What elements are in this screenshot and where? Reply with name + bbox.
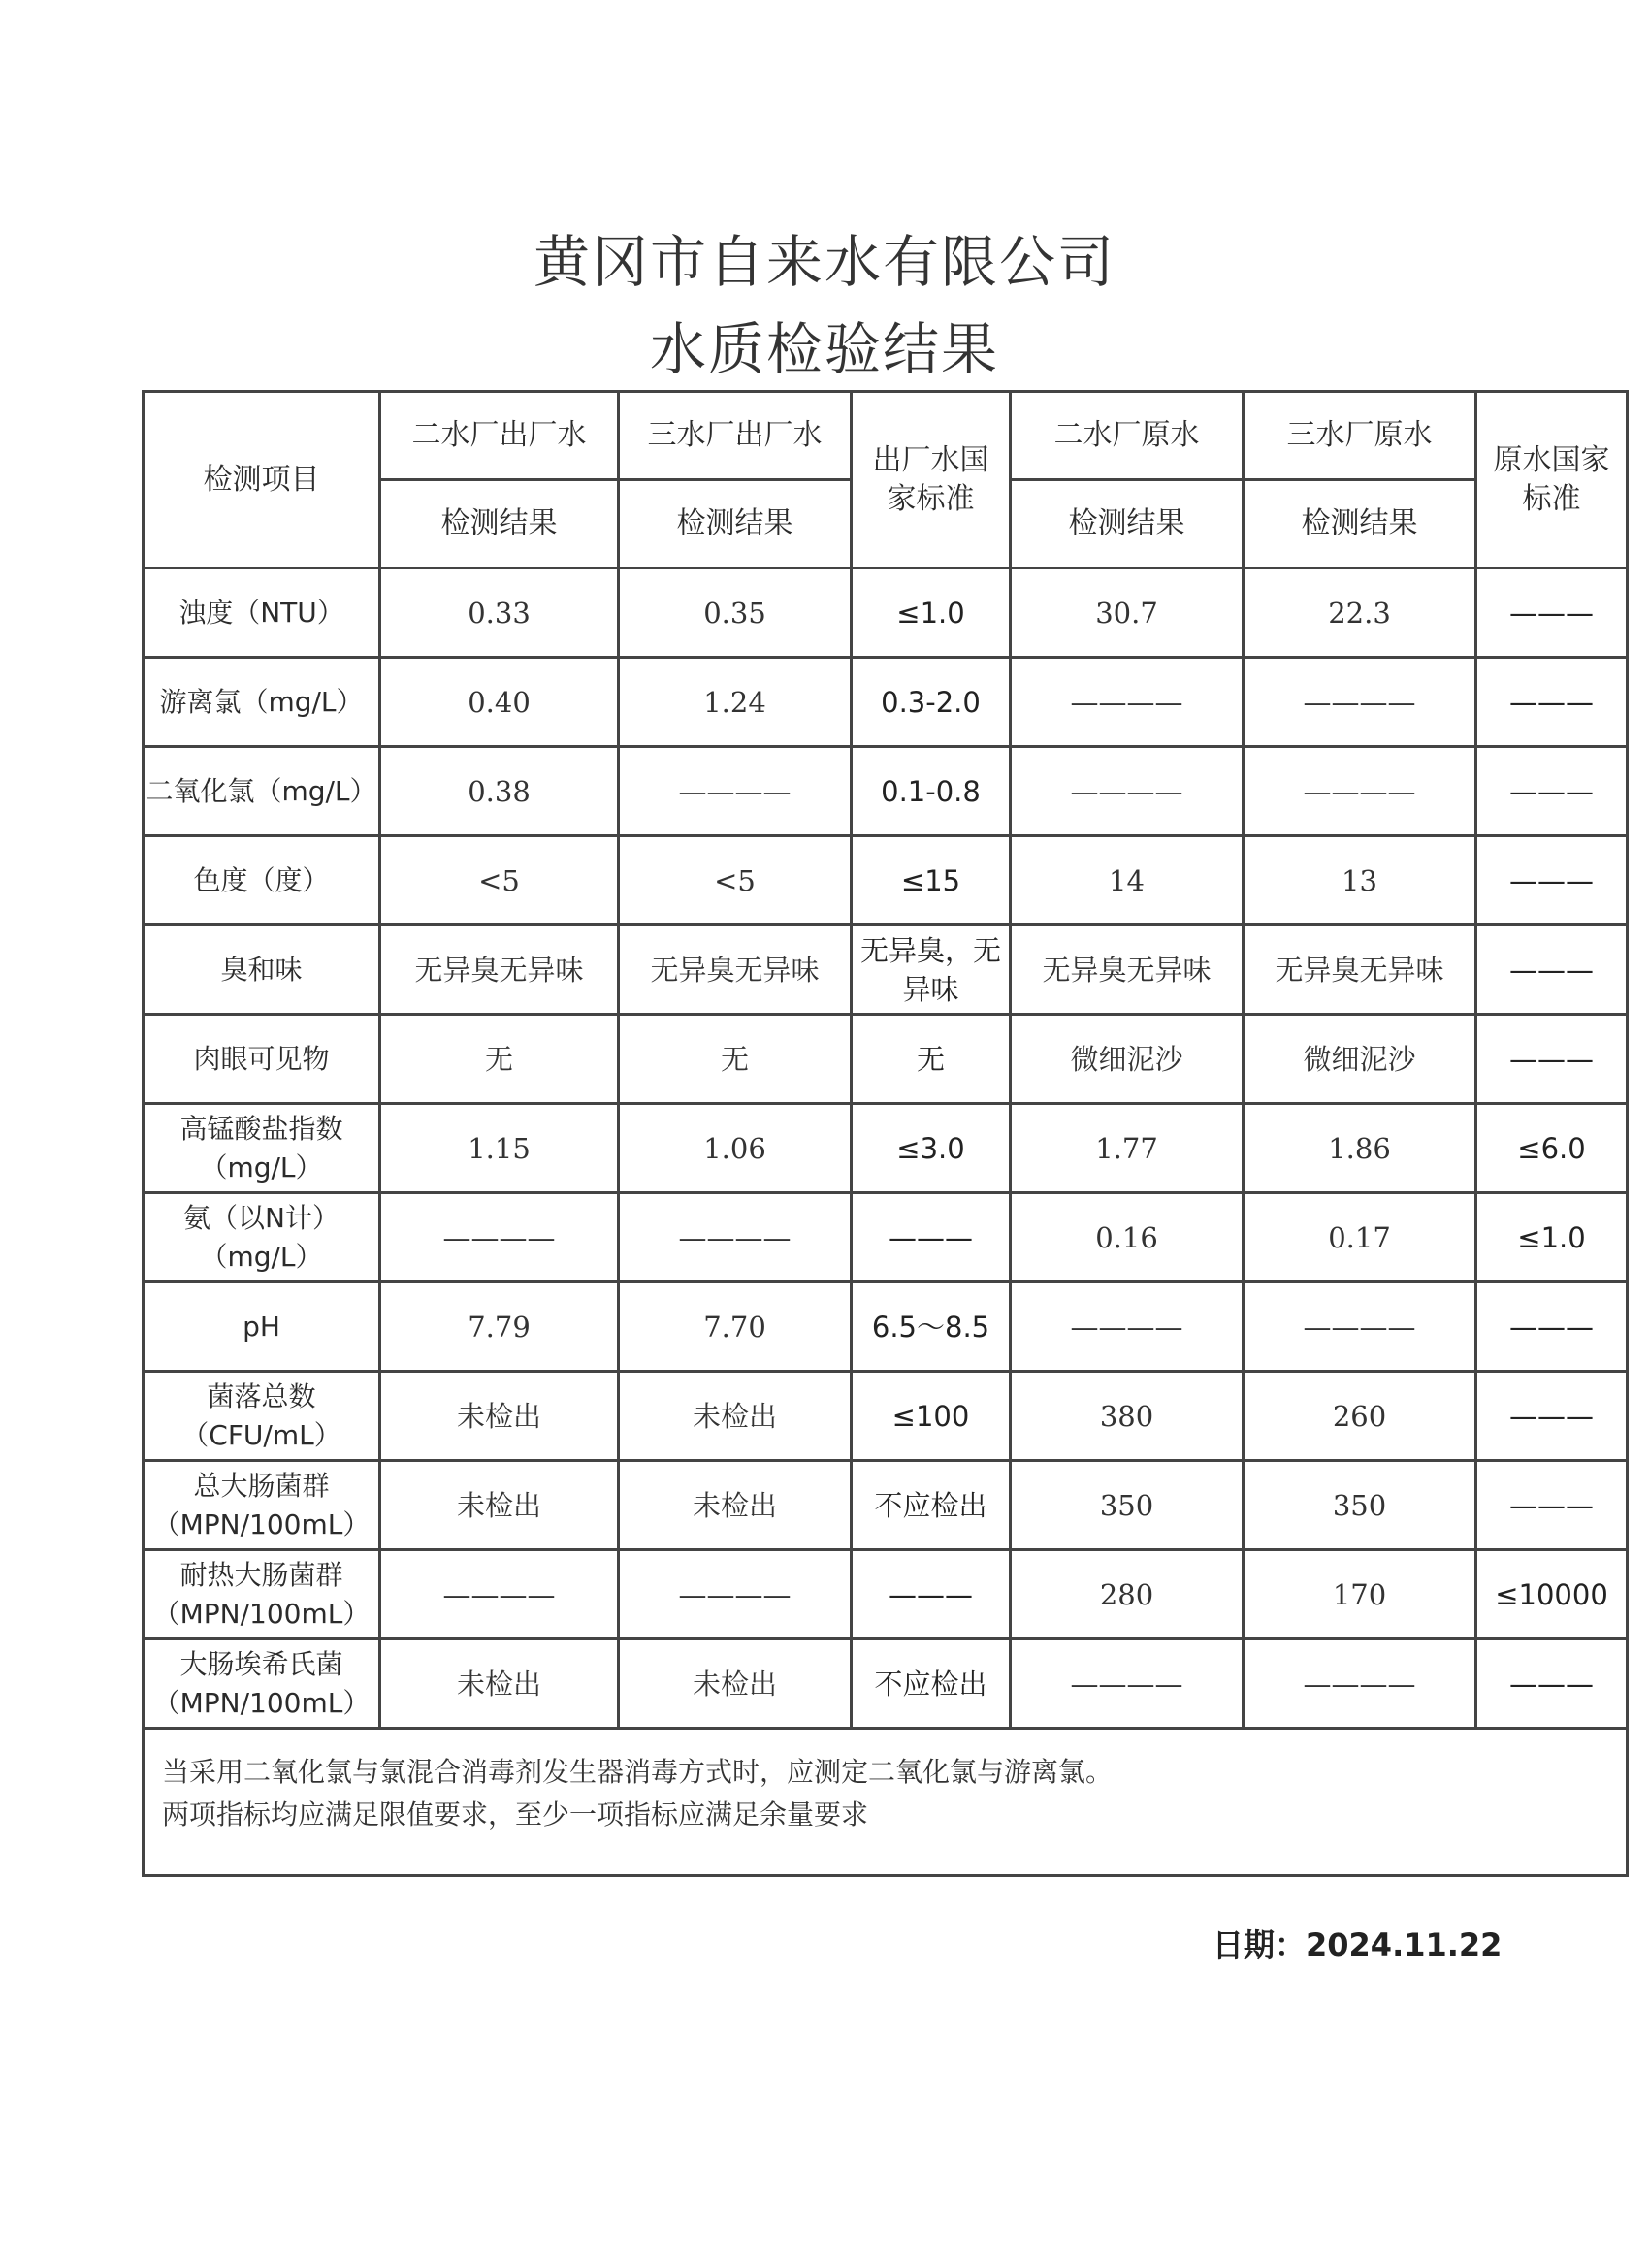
cell-plant2-raw: 350 (1011, 1461, 1244, 1550)
cell-out-standard: 0.3-2.0 (852, 658, 1011, 747)
cell-plant3-out: 无异臭无异味 (619, 925, 852, 1015)
table-row (144, 1015, 1628, 1104)
cell-plant3-out: 0.35 (619, 568, 852, 658)
cell-out-standard: ——— (852, 1550, 1011, 1639)
cell-plant3-raw: 无异臭无异味 (1244, 925, 1476, 1015)
cell-plant3-raw: 0.17 (1244, 1193, 1476, 1282)
header-plant3-raw: 三水厂原水 (1244, 392, 1476, 480)
cell-out-standard: ≤1.0 (852, 568, 1011, 658)
cell-plant2-raw: 无异臭无异味 (1011, 925, 1244, 1015)
cell-plant3-out: 未检出 (619, 1372, 852, 1461)
cell-out-standard: 无异臭，无异味 (852, 925, 1011, 1015)
table-row (144, 1104, 1628, 1193)
cell-plant3-out: 1.24 (619, 658, 852, 747)
cell-item: 二氧化氯（mg/L） (144, 747, 380, 836)
cell-raw-standard: ——— (1476, 1639, 1628, 1729)
cell-plant2-raw: ———— (1011, 747, 1244, 836)
cell-item: 游离氯（mg/L） (144, 658, 380, 747)
cell-item: pH (144, 1282, 380, 1372)
cell-plant2-out: <5 (380, 836, 619, 925)
cell-plant3-raw: 13 (1244, 836, 1476, 925)
cell-item: 氨（以N计）（mg/L） (144, 1193, 380, 1282)
cell-raw-standard: ≤6.0 (1476, 1104, 1628, 1193)
header-plant2-out: 二水厂出厂水 (380, 392, 619, 480)
cell-item: 色度（度） (144, 836, 380, 925)
table-row (144, 1193, 1628, 1282)
cell-item: 臭和味 (144, 925, 380, 1015)
header-raw-standard: 原水国家标准 (1476, 392, 1628, 568)
cell-plant2-raw: ———— (1011, 1639, 1244, 1729)
cell-raw-standard: ——— (1476, 658, 1628, 747)
cell-plant3-raw: ———— (1244, 658, 1476, 747)
cell-raw-standard: ——— (1476, 925, 1628, 1015)
cell-raw-standard: ——— (1476, 836, 1628, 925)
cell-plant3-out: 未检出 (619, 1461, 852, 1550)
cell-plant2-raw: 280 (1011, 1550, 1244, 1639)
cell-plant2-raw: ———— (1011, 658, 1244, 747)
cell-plant2-raw: 30.7 (1011, 568, 1244, 658)
cell-plant2-out: 0.38 (380, 747, 619, 836)
cell-plant3-out: ———— (619, 1193, 852, 1282)
cell-plant3-raw: 260 (1244, 1372, 1476, 1461)
cell-plant2-raw: 0.16 (1011, 1193, 1244, 1282)
cell-raw-standard: ——— (1476, 747, 1628, 836)
cell-plant2-raw: 380 (1011, 1372, 1244, 1461)
header-plant3-out: 三水厂出厂水 (619, 392, 852, 480)
cell-plant2-raw: 14 (1011, 836, 1244, 925)
cell-out-standard: 0.1-0.8 (852, 747, 1011, 836)
table-row (144, 747, 1628, 836)
table-row (144, 1639, 1628, 1729)
cell-out-standard: ≤15 (852, 836, 1011, 925)
cell-plant3-raw: ———— (1244, 747, 1476, 836)
cell-plant2-out: ———— (380, 1550, 619, 1639)
cell-plant2-raw: 1.77 (1011, 1104, 1244, 1193)
cell-item: 高锰酸盐指数（mg/L） (144, 1104, 380, 1193)
cell-raw-standard: ——— (1476, 1015, 1628, 1104)
cell-plant3-out: 7.70 (619, 1282, 852, 1372)
cell-plant3-raw: 1.86 (1244, 1104, 1476, 1193)
note-cell (144, 1729, 1628, 1876)
note-row (144, 1729, 1628, 1876)
cell-plant2-out: 0.33 (380, 568, 619, 658)
cell-item: 浊度（NTU） (144, 568, 380, 658)
cell-item: 大肠埃希氏菌（MPN/100mL） (144, 1639, 380, 1729)
subheader-result: 检测结果 (1011, 480, 1244, 568)
cell-raw-standard: ≤10000 (1476, 1550, 1628, 1639)
table-row (144, 1372, 1628, 1461)
cell-plant2-out: ———— (380, 1193, 619, 1282)
table-row (144, 1282, 1628, 1372)
cell-plant3-raw: 170 (1244, 1550, 1476, 1639)
cell-raw-standard: ≤1.0 (1476, 1193, 1628, 1282)
cell-out-standard: 无 (852, 1015, 1011, 1104)
water-quality-table (142, 390, 1629, 1877)
cell-plant2-raw: 微细泥沙 (1011, 1015, 1244, 1104)
cell-plant2-out: 7.79 (380, 1282, 619, 1372)
cell-item: 菌落总数（CFU/mL） (144, 1372, 380, 1461)
cell-plant3-raw: 350 (1244, 1461, 1476, 1550)
cell-item: 耐热大肠菌群（MPN/100mL） (144, 1550, 380, 1639)
subheader-result: 检测结果 (619, 480, 852, 568)
cell-plant3-raw: ———— (1244, 1282, 1476, 1372)
table-row (144, 1461, 1628, 1550)
cell-plant2-out: 未检出 (380, 1372, 619, 1461)
cell-plant3-out: ———— (619, 747, 852, 836)
cell-plant3-out: 1.06 (619, 1104, 852, 1193)
cell-plant2-out: 未检出 (380, 1639, 619, 1729)
table-row (144, 568, 1628, 658)
table-row (144, 925, 1628, 1015)
cell-plant3-raw: 微细泥沙 (1244, 1015, 1476, 1104)
document-title: 水质检验结果 (649, 316, 999, 382)
cell-plant2-out: 无 (380, 1015, 619, 1104)
cell-out-standard: ——— (852, 1193, 1011, 1282)
cell-plant2-raw: ———— (1011, 1282, 1244, 1372)
header-out-standard: 出厂水国家标准 (852, 392, 1011, 568)
subheader-result: 检测结果 (380, 480, 619, 568)
header-item: 检测项目 (144, 392, 380, 568)
table-row (144, 836, 1628, 925)
cell-item: 总大肠菌群（MPN/100mL） (144, 1461, 380, 1550)
cell-out-standard: ≤100 (852, 1372, 1011, 1461)
cell-raw-standard: ——— (1476, 568, 1628, 658)
cell-item: 肉眼可见物 (144, 1015, 380, 1104)
note-line: 当采用二氧化氯与氯混合消毒剂发生器消毒方式时，应测定二氧化氯与游离氯。 (162, 1756, 1114, 1788)
cell-plant2-out: 未检出 (380, 1461, 619, 1550)
cell-raw-standard: ——— (1476, 1372, 1628, 1461)
cell-plant3-out: 无 (619, 1015, 852, 1104)
note-line: 两项指标均应满足限值要求，至少一项指标应满足余量要求 (162, 1798, 869, 1831)
company-name: 黄冈市自来水有限公司 (533, 229, 1116, 295)
report-date: 日期：2024.11.22 (1212, 1927, 1503, 1963)
header-plant2-raw: 二水厂原水 (1011, 392, 1244, 480)
cell-plant2-out: 0.40 (380, 658, 619, 747)
cell-out-standard: 6.5～8.5 (852, 1282, 1011, 1372)
table-row (144, 658, 1628, 747)
cell-raw-standard: ——— (1476, 1461, 1628, 1550)
cell-plant3-out: <5 (619, 836, 852, 925)
subheader-result: 检测结果 (1244, 480, 1476, 568)
cell-plant3-out: 未检出 (619, 1639, 852, 1729)
cell-plant2-out: 1.15 (380, 1104, 619, 1193)
cell-plant3-raw: 22.3 (1244, 568, 1476, 658)
cell-plant3-raw: ———— (1244, 1639, 1476, 1729)
header-row (144, 392, 1628, 480)
cell-plant2-out: 无异臭无异味 (380, 925, 619, 1015)
table-row (144, 1550, 1628, 1639)
cell-out-standard: ≤3.0 (852, 1104, 1011, 1193)
cell-out-standard: 不应检出 (852, 1461, 1011, 1550)
cell-raw-standard: ——— (1476, 1282, 1628, 1372)
cell-out-standard: 不应检出 (852, 1639, 1011, 1729)
cell-plant3-out: ———— (619, 1550, 852, 1639)
